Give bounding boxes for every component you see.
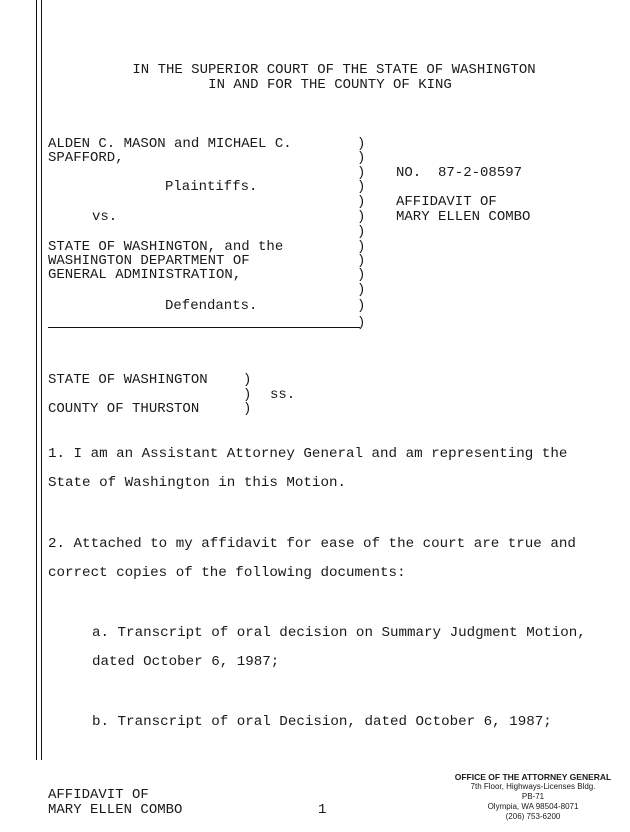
paren: )	[357, 315, 366, 331]
defendants-name-line1: STATE OF WASHINGTON, and the	[48, 239, 284, 255]
item-b-line1: b. Transcript of oral Decision, dated October 6, 1987;	[92, 714, 552, 730]
office-name: OFFICE OF THE ATTORNEY GENERAL	[454, 772, 612, 782]
paren: )	[357, 209, 366, 225]
paren: )	[357, 224, 366, 240]
versus-label: vs.	[92, 209, 118, 225]
court-heading-line1: IN THE SUPERIOR COURT OF THE STATE OF WASHINGTON	[132, 62, 536, 78]
paren: )	[357, 239, 366, 255]
footer-title-line2: MARY ELLEN COMBO	[48, 802, 183, 818]
office-address-line3: Olympia, WA 98504-8071	[487, 802, 579, 811]
paren: )	[357, 165, 366, 181]
caption-bottom-rule	[48, 327, 360, 328]
paren: )	[357, 253, 366, 269]
venue-ss: ss.	[270, 387, 296, 403]
plaintiffs-name-line1: ALDEN C. MASON and MICHAEL C.	[48, 136, 292, 152]
paren: )	[357, 136, 366, 152]
office-address-line1: 7th Floor, Highways-Licenses Bldg.	[470, 782, 596, 791]
paren: )	[357, 282, 366, 298]
plaintiffs-label: Plaintiffs.	[165, 179, 258, 195]
paren: )	[357, 179, 366, 195]
venue-state: STATE OF WASHINGTON	[48, 372, 208, 388]
paragraph-1-line2: State of Washington in this Motion.	[48, 475, 346, 491]
paren: )	[357, 298, 366, 314]
defendants-name-line3: GENERAL ADMINISTRATION,	[48, 267, 242, 283]
paren: )	[357, 194, 366, 210]
page-number: 1	[318, 802, 327, 818]
office-address-line2: PB-71	[521, 792, 545, 801]
margin-rule-outer	[36, 0, 37, 760]
venue-paren: )	[243, 401, 252, 417]
document-title-line2: MARY ELLEN COMBO	[396, 209, 531, 225]
item-a-line1: a. Transcript of oral decision on Summary Judgment Motion,	[92, 625, 586, 641]
attorney-general-office-block	[448, 772, 618, 822]
plaintiffs-name-line2: SPAFFORD,	[48, 150, 124, 166]
office-phone: (206) 753-6200	[505, 812, 561, 821]
margin-rule-inner	[41, 0, 42, 760]
court-heading-line2: IN AND FOR THE COUNTY OF KING	[208, 77, 452, 93]
paragraph-1-line1: 1. I am an Assistant Attorney General and am representing the	[48, 446, 568, 462]
document-title-line1: AFFIDAVIT OF	[396, 194, 497, 210]
paren: )	[357, 150, 366, 166]
venue-county: COUNTY OF THURSTON	[48, 401, 200, 417]
defendants-name-line2: WASHINGTON DEPARTMENT OF	[48, 253, 250, 269]
paragraph-2-line2: correct copies of the following documents:	[48, 565, 406, 581]
venue-paren: )	[243, 372, 252, 388]
defendants-label: Defendants.	[165, 298, 258, 314]
paren: )	[357, 267, 366, 283]
item-a-line2: dated October 6, 1987;	[92, 654, 280, 670]
venue-paren: )	[243, 387, 252, 403]
paragraph-2-line1: 2. Attached to my affidavit for ease of the court are true and	[48, 536, 576, 552]
footer-title-line1: AFFIDAVIT OF	[48, 787, 149, 803]
case-number: NO. 87-2-08597	[396, 165, 523, 181]
